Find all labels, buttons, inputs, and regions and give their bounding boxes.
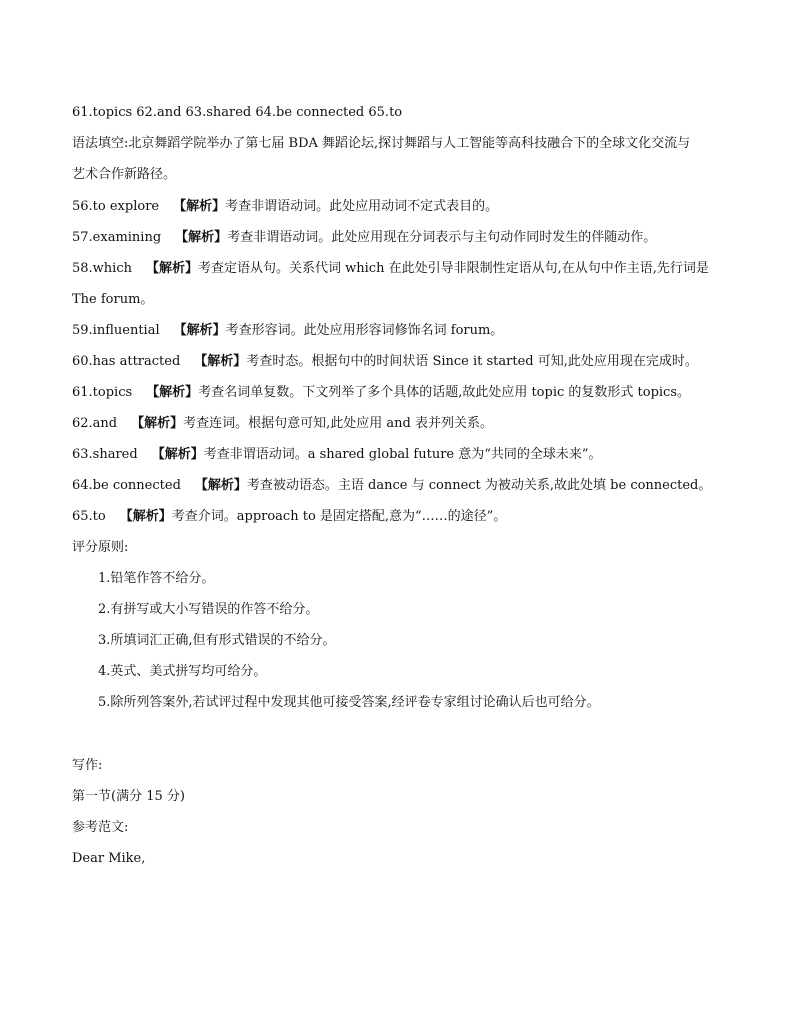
answer-label: 58.which bbox=[72, 261, 132, 276]
explanation-text: 考查被动语态。主语 dance 与 connect 为被动关系,故此处填 be connected。 bbox=[246, 478, 712, 493]
explanation-text: 考查非谓语动词。a shared global future 意为“共同的全球未来”。 bbox=[203, 447, 602, 462]
explanation-60 bbox=[72, 353, 732, 371]
explanation-65 bbox=[72, 508, 732, 526]
answers-summary-line: 61.topics 62.and 63.shared 64.be connected 65.to bbox=[72, 105, 403, 120]
writing-title: 写作: bbox=[72, 758, 103, 773]
analysis-tag: 【解析】 bbox=[151, 447, 204, 462]
scoring-rule-5: 5.除所列答案外,若试评过程中发现其他可接受答案,经评卷专家组讨论确认后也可给分。 bbox=[98, 695, 600, 710]
explanation-61 bbox=[72, 384, 732, 402]
answer-label: 65.to bbox=[72, 509, 106, 524]
answer-label: 63.shared bbox=[72, 447, 138, 462]
explanation-62 bbox=[72, 415, 732, 433]
answer-label: 57.examining bbox=[72, 230, 162, 245]
analysis-tag: 【解析】 bbox=[194, 478, 247, 493]
explanation-text: 考查介词。approach to 是固定搭配,意为“……的途径”。 bbox=[171, 509, 507, 524]
analysis-tag: 【解析】 bbox=[173, 323, 226, 338]
scoring-rule-3: 3.所填词汇正确,但有形式错误的不给分。 bbox=[98, 633, 336, 648]
scoring-rule-4: 4.英式、美式拼写均可给分。 bbox=[98, 664, 267, 679]
scoring-rule-1: 1.铅笔作答不给分。 bbox=[98, 571, 215, 586]
analysis-tag: 【解析】 bbox=[175, 230, 228, 245]
explanation-text: 考查非谓语动词。此处应用现在分词表示与主句动作同时发生的伴随动作。 bbox=[227, 230, 657, 245]
explanation-63 bbox=[72, 446, 732, 464]
explanation-text: 考查形容词。此处应用形容词修饰名词 forum。 bbox=[225, 323, 504, 338]
grammar-intro-line-2: 艺术合作新路径。 bbox=[72, 167, 177, 182]
explanation-59 bbox=[72, 322, 732, 340]
grammar-intro-line-1: 语法填空:北京舞蹈学院举办了第七届 BDA 舞蹈论坛,探讨舞蹈与人工智能等高科技融合下的全球文化交流与 bbox=[72, 136, 691, 151]
explanation-57 bbox=[72, 229, 732, 247]
scoring-rule-2: 2.有拼写或大小写错误的作答不给分。 bbox=[98, 602, 319, 617]
writing-section: 第一节(满分 15 分) bbox=[72, 789, 185, 804]
answer-label: 61.topics bbox=[72, 385, 133, 400]
letter-greeting: Dear Mike, bbox=[72, 851, 146, 866]
explanation-text: 考查名词单复数。下文列举了多个具体的话题,故此处应用 topic 的复数形式 topics。 bbox=[198, 385, 691, 400]
answer-label: 56.to explore bbox=[72, 199, 160, 214]
analysis-tag: 【解析】 bbox=[146, 261, 199, 276]
explanation-text: 考查时态。根据句中的时间状语 Since it started 可知,此处应用现在完成时。 bbox=[246, 354, 698, 369]
explanation-64 bbox=[72, 477, 732, 495]
sample-essay-label: 参考范文: bbox=[72, 820, 129, 835]
answer-label: 62.and bbox=[72, 416, 118, 431]
explanation-58-continued: The forum。 bbox=[72, 292, 154, 307]
explanation-text: 考查连词。根据句意可知,此处应用 and 表并列关系。 bbox=[183, 416, 493, 431]
analysis-tag: 【解析】 bbox=[146, 385, 199, 400]
scoring-title: 评分原则: bbox=[72, 540, 129, 555]
answer-label: 60.has attracted bbox=[72, 354, 181, 369]
answer-label: 59.influential bbox=[72, 323, 160, 338]
explanation-text: 考查非谓语动词。此处应用动词不定式表目的。 bbox=[225, 199, 499, 214]
analysis-tag: 【解析】 bbox=[194, 354, 247, 369]
answer-label: 64.be connected bbox=[72, 478, 181, 493]
analysis-tag: 【解析】 bbox=[131, 416, 184, 431]
explanation-56 bbox=[72, 198, 732, 216]
analysis-tag: 【解析】 bbox=[173, 199, 226, 214]
explanation-58 bbox=[72, 260, 732, 278]
analysis-tag: 【解析】 bbox=[119, 509, 172, 524]
explanation-text: 考查定语从句。关系代词 which 在此处引导非限制性定语从句,在从句中作主语,先行词是 bbox=[198, 261, 709, 276]
